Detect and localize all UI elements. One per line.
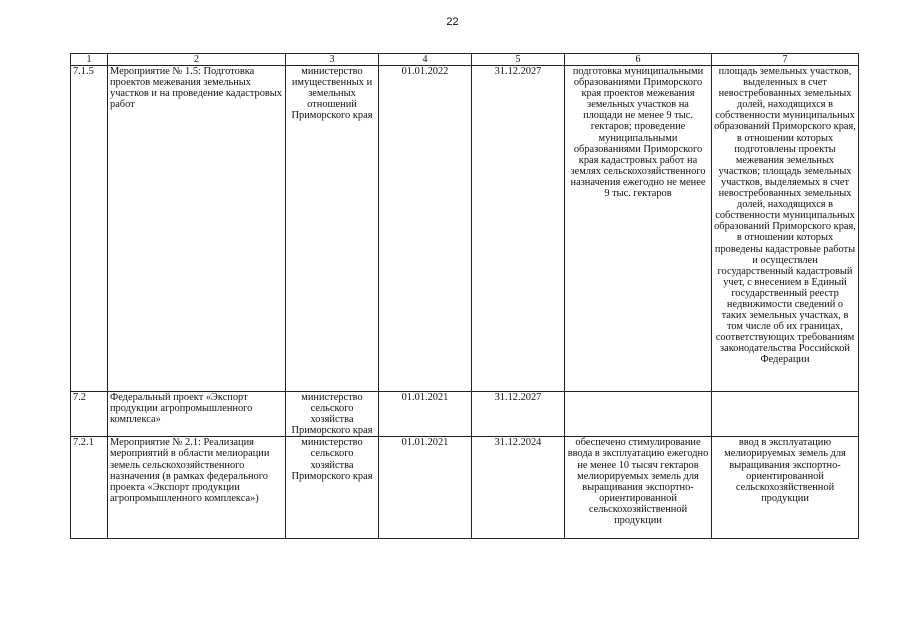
end-date-cell: 31.12.2027 — [472, 392, 565, 437]
table-header-row — [71, 54, 859, 66]
end-date-cell: 31.12.2024 — [472, 437, 565, 539]
column-header: 1 — [71, 54, 108, 66]
result-cell — [565, 392, 712, 437]
activity-name-cell: Мероприятие № 2.1: Реализация мероприятий в области мелиорации земель сельскохозяйственного назначения (в рамках федерального проекта «Экспорт продукции агропромышленного комплекса») — [108, 437, 286, 539]
result-cell: обеспечено стимулирование ввода в эксплуатацию ежегодно не менее 10 тысяч гектаров мелиорируемых земель для выращивания экспортно-ориентированной сельскохозяйственной продукции — [565, 437, 712, 539]
column-header: 4 — [379, 54, 472, 66]
table-row — [71, 66, 859, 392]
activity-name-cell: Мероприятие № 1.5: Подготовка проектов межевания земельных участков и на проведение кадастровых работ — [108, 66, 286, 392]
column-header: 7 — [712, 54, 859, 66]
result-cell: подготовка муниципальными образованиями Приморского края проектов межевания земельных участков на площади не менее 9 тыс. гектаров; проведение муниципальными образованиями Приморского края кадастровых работ на землях сельскохозяйственного назначения ежегодно не менее 9 тыс. гектаров — [565, 66, 712, 392]
column-header: 6 — [565, 54, 712, 66]
table-row — [71, 392, 859, 437]
indicator-cell — [712, 392, 859, 437]
executor-cell: министерство сельского хозяйства Приморского края — [286, 392, 379, 437]
executor-cell: министерство сельского хозяйства Приморского края — [286, 437, 379, 539]
activity-name-cell: Федеральный проект «Экспорт продукции агропромышленного комплекса» — [108, 392, 286, 437]
program-table — [70, 53, 859, 539]
row-number-cell: 7.2 — [71, 392, 108, 437]
indicator-cell: площадь земельных участков, выделенных в счет невостребованных земельных долей, находящихся в собственности муниципальных образований Приморского края, в отношении которых подготовлены проекты межевания земельных участков; площадь земельных участков, выделяемых в счет невостребованных земельных долей, находящихся в собственности муниципальных образований Приморского края, в отношении которых проведены кадастровые работы и осуществлен государственный кадастровый учет, с внесением в Единый государственный реестр недвижимости сведений о таких земельных участках, в том числе об их границах, соответствующих требованиям законодательства Российской Федерации — [712, 66, 859, 392]
row-number-cell: 7.1.5 — [71, 66, 108, 392]
column-header: 5 — [472, 54, 565, 66]
start-date-cell: 01.01.2022 — [379, 66, 472, 392]
page-number: 22 — [446, 16, 459, 28]
row-number-cell: 7.2.1 — [71, 437, 108, 539]
table-row — [71, 437, 859, 539]
executor-cell: министерство имущественных и земельных отношений Приморского края — [286, 66, 379, 392]
column-header: 3 — [286, 54, 379, 66]
column-header: 2 — [108, 54, 286, 66]
end-date-cell: 31.12.2027 — [472, 66, 565, 392]
start-date-cell: 01.01.2021 — [379, 437, 472, 539]
indicator-cell: ввод в эксплуатацию мелиорируемых земель для выращивания экспортно-ориентированной сельскохозяйственной продукции — [712, 437, 859, 539]
start-date-cell: 01.01.2021 — [379, 392, 472, 437]
